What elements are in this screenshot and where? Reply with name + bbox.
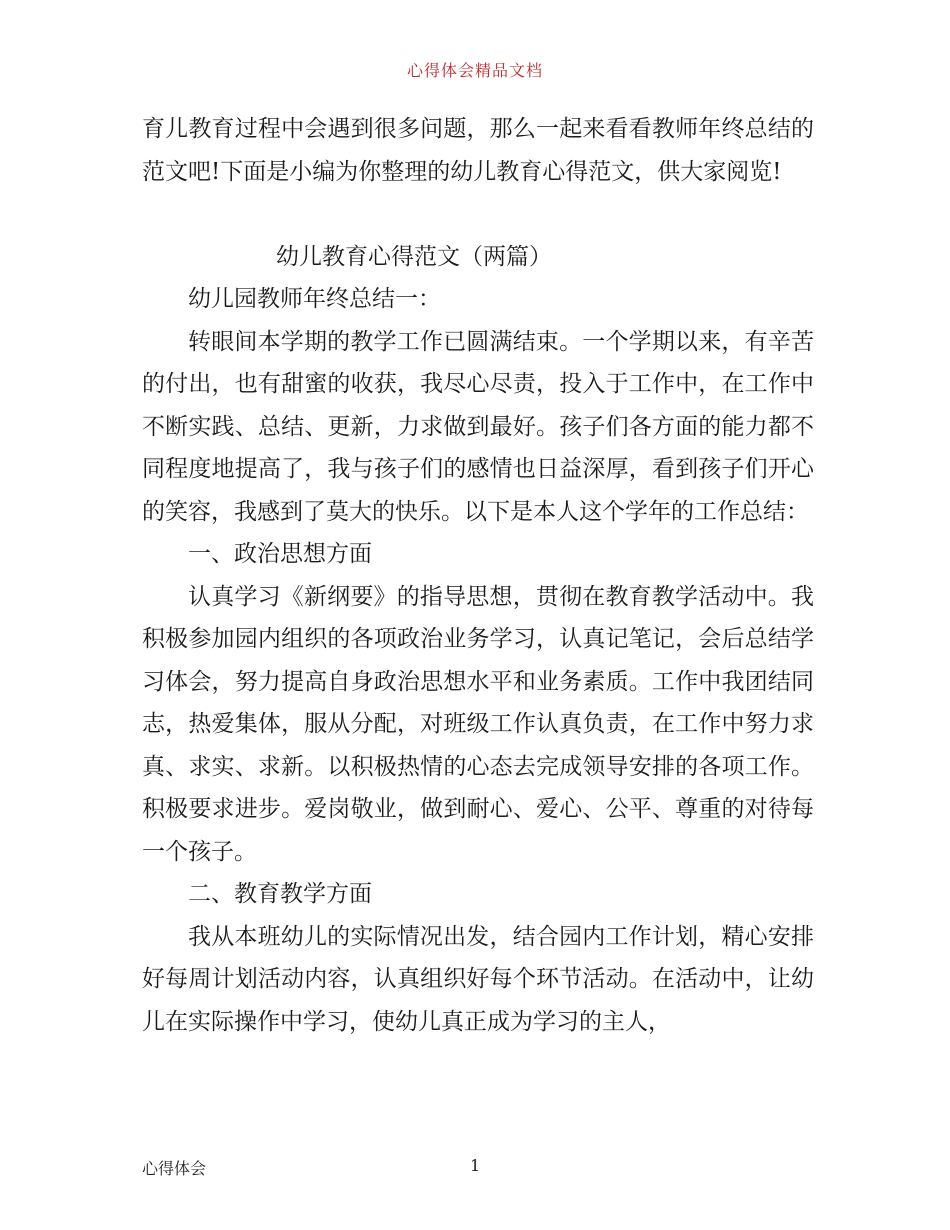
document-title: 幼儿教育心得范文（两篇） [276, 243, 552, 270]
paragraph-1: 转眼间本学期的教学工作已圆满结束。一个学期以来，有辛苦的付出，也有甜蜜的收获，我尽心尽责，投入于工作中，在工作中不断实践、总结、更新，力求做到最好。孩子们各方面的能力都不同程度地提高了，我与孩子们的感情也日益深厚，看到孩子们开心的笑容，我感到了莫大的快乐。以下是本人这个学年的工作总结： [142, 328, 814, 525]
page-header: 心得体会精品文档 [406, 61, 543, 80]
blank-line [142, 193, 814, 236]
footer-label: 心得体会 [142, 1159, 207, 1178]
document-body [142, 108, 814, 1043]
paragraph-3: 我从本班幼儿的实际情况出发，结合园内工作计划，精心安排好每周计划活动内容，认真组织好每个环节活动。在活动中，让幼儿在实际操作中学习，使幼儿真正成为学习的主人， [142, 923, 814, 1035]
paragraph-2: 认真学习《新纲要》的指导思想，贯彻在教育教学活动中。我积极参加园内组织的各项政治业务学习，认真记笔记，会后总结学习体会，努力提高自身政治思想水平和业务素质。工作中我团结同志，热爱集体，服从分配，对班级工作认真负责，在工作中努力求真、求实、求新。以积极热情的心态去完成领导安排的各项工作。积极要求进步。爱岗敬业，做到耐心、爱心、公平、尊重的对待每一个孩子。 [142, 583, 814, 865]
subtitle: 幼儿园教师年终总结一： [188, 286, 441, 312]
page-number: 1 [470, 1156, 481, 1175]
intro-paragraph: 育儿教育过程中会遇到很多问题，那么一起来看看教师年终总结的范文吧!下面是小编为你整理的幼儿教育心得范文，供大家阅览! [142, 116, 814, 185]
section-heading-2: 二、教育教学方面 [188, 881, 372, 907]
section-heading-1: 一、政治思想方面 [188, 541, 372, 567]
